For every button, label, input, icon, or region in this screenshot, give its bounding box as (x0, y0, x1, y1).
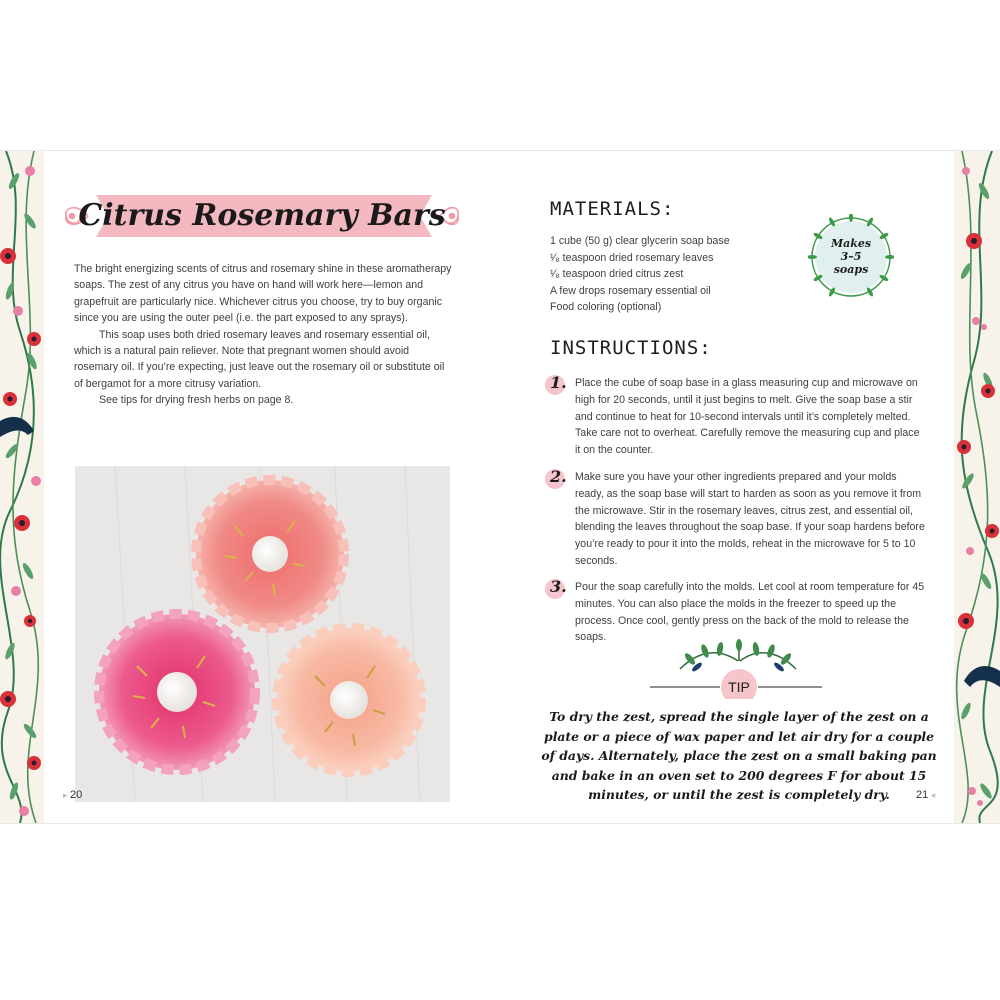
step-text: Make sure you have your other ingredients prepared and your molds ready, as the soap base will start to harden as soon as you remove it from the microwave. Stir in the rosemary leaves, citrus zest, and essential oil, blending the leaves throughout the soap base. If your soap hardens before you’re ready to pour it into the molds, reheat in the microwave for 5 to 10 seconds. (575, 471, 925, 567)
list-item: Food coloring (optional) (550, 301, 662, 314)
step-number: 2. (545, 469, 567, 491)
list-item: ¹⁄₈ teaspoon dried citrus zest (550, 268, 684, 281)
folio-arrow-icon: ▸ (63, 790, 71, 800)
page-title: Citrus Rosemary Bars (78, 198, 446, 233)
floral-border-right (954, 151, 1000, 823)
page-number-right: 21 ◂ (916, 789, 936, 801)
step-text: Pour the soap carefully into the molds. Let cool at room temperature for 45 minutes. You can also place the molds in the freezer to speed up the process. Once cool, gently press on the back of the mold to release the soaps. (575, 581, 925, 644)
instructions-heading: INSTRUCTIONS: (550, 337, 712, 359)
materials-heading: MATERIALS: (550, 198, 675, 220)
title-banner (60, 189, 464, 243)
soap-bar (277, 628, 421, 772)
floral-border-pattern (954, 151, 1000, 823)
list-item: A few drops rosemary essential oil (550, 284, 711, 297)
yield-badge-text: Makes 3–5 soaps (830, 237, 872, 276)
step-text: Place the cube of soap base in a glass measuring cup and microwave on high for 20 seconds, until it just begins to melt. Give the soap base a stir and continue to heat for 10-second intervals until it’s completely melted. Take care not to overheat. Carefully remove the measuring cup and place it on the counter. (575, 377, 920, 457)
tip-text: To dry the zest, spread the single layer of the zest on a plate or a piece of wax paper and let air dry for a couple of days. Alternately, place the zest on a small baking pan and bake in an oven set to 200 degrees F for about 15 minutes, or until the zest is completely dry. (541, 709, 937, 803)
intro-paragraph: The bright energizing scents of citrus and rosemary shine in these aromatherapy soaps. The zest of any citrus you have on hand will work here—lemon and grapefruit are particularly nice. Whichever citrus you choose, try to buy organic since you are using the outer peel (i.e. the part exposed to any sprays). (74, 263, 452, 325)
floral-border-left (0, 151, 44, 823)
list-item: 1 cube (50 g) clear glycerin soap base (550, 235, 730, 247)
soap-bar (196, 480, 344, 628)
tip-label: TIP (728, 679, 750, 695)
list-item: ¹⁄₈ teaspoon dried rosemary leaves (550, 251, 714, 264)
page-number-left: ▸ 20 (63, 789, 83, 801)
materials-list (550, 233, 820, 316)
intro-paragraph: This soap uses both dried rosemary leaves and rosemary essential oil, which is a natural pain reliever. Note that pregnant women should avoid rosemary oil. If you’re expecting, just leave out the rosemary oil or substitute oil of bergamot for a more citrusy variation. (74, 328, 445, 390)
folio-arrow-icon: ◂ (928, 790, 936, 800)
step-number: 3. (545, 579, 567, 601)
step-number: 1. (545, 375, 567, 397)
floral-border-pattern (0, 151, 44, 823)
soap-bar (99, 614, 255, 770)
book-spread (0, 150, 1000, 824)
intro-text (74, 261, 454, 409)
yield-badge (808, 214, 894, 300)
soap-photo (75, 466, 450, 802)
intro-paragraph: See tips for drying fresh herbs on page 8. (99, 394, 294, 407)
